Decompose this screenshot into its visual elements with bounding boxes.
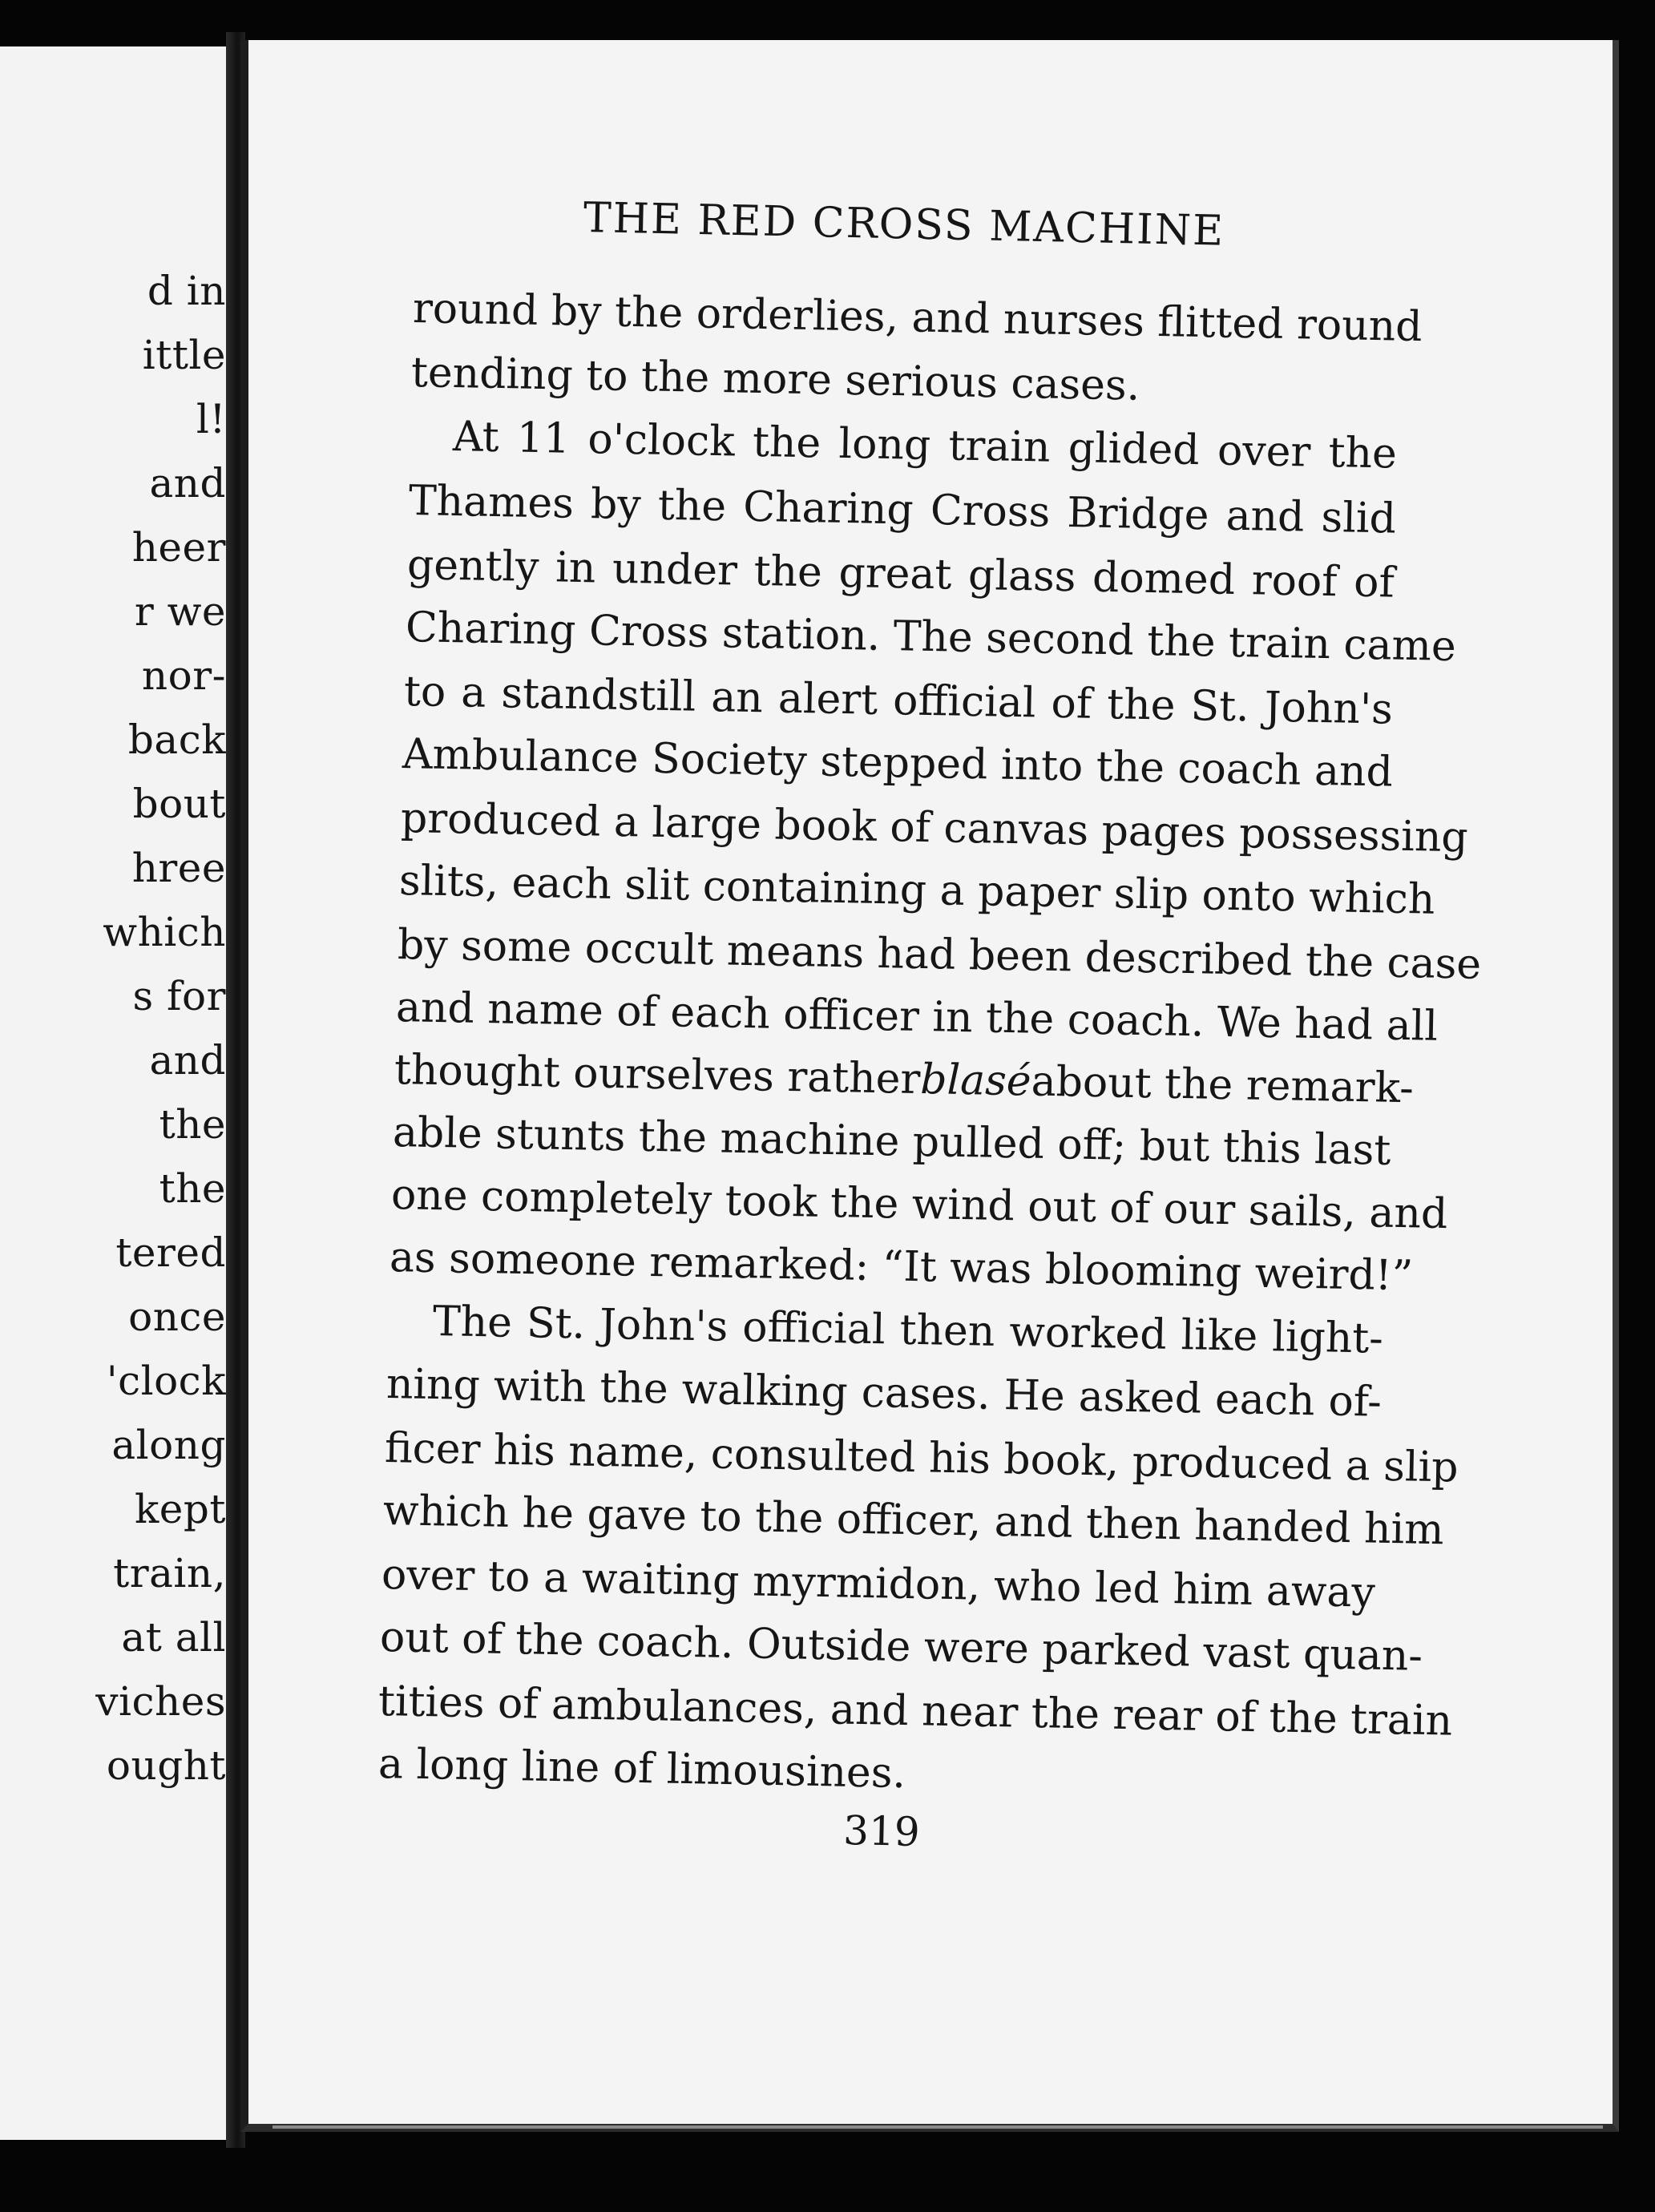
body-line-segment: thought ourselves rather bbox=[394, 1046, 921, 1104]
body-line: which he gave to the officer, and then handed him bbox=[382, 1487, 1445, 1555]
body-line: ning with the walking cases. He asked each of- bbox=[385, 1360, 1383, 1427]
body-line: round by the orderlies, and nurses flitted round bbox=[412, 285, 1423, 352]
left-page-line: s for bbox=[132, 973, 226, 1019]
left-page-line: train, bbox=[113, 1550, 226, 1596]
page-bottom-edge bbox=[272, 2125, 1603, 2129]
left-page-line: the bbox=[159, 1165, 226, 1212]
body-line: as someone remarked: “It was blooming weird!” bbox=[389, 1233, 1414, 1301]
body-line: by some occult means had been described the case bbox=[397, 921, 1482, 989]
left-page-line: and bbox=[149, 460, 226, 507]
body-line: to a standstill an alert official of the St. John's bbox=[403, 668, 1394, 734]
body-line: one completely took the wind out of our sails, and bbox=[390, 1171, 1448, 1239]
body-line: Charing Cross station. The second the train came bbox=[405, 603, 1457, 672]
body-line: produced a large book of canvas pages possessing bbox=[400, 794, 1469, 862]
body-line: At 11 o'clock the long train glided over the bbox=[452, 413, 1398, 478]
left-page-line: once bbox=[128, 1294, 226, 1340]
left-page-line: 'clock bbox=[106, 1358, 226, 1404]
body-line: Thames by the Charing Cross Bridge and slid bbox=[408, 477, 1397, 543]
body-line: tending to the more serious cases. bbox=[410, 349, 1140, 410]
body-line: The St. John's official then worked like light- bbox=[432, 1298, 1384, 1363]
italic-word: blasé bbox=[919, 1056, 1032, 1106]
body-line: gently in under the great glass domed roof of bbox=[406, 541, 1395, 607]
left-page-line: d in bbox=[147, 268, 226, 314]
left-page-line: ittle bbox=[142, 332, 226, 378]
body-line: a long line of limousines. bbox=[377, 1740, 906, 1798]
left-page-line: and bbox=[149, 1037, 226, 1084]
left-page-line: hree bbox=[131, 845, 226, 891]
left-page-line: r we bbox=[134, 588, 226, 635]
left-page-line: at all bbox=[121, 1614, 226, 1661]
left-page-line: tered bbox=[115, 1229, 226, 1276]
body-line: ficer his name, consulted his book, produced a slip bbox=[384, 1424, 1459, 1492]
left-page-line: the bbox=[159, 1101, 226, 1148]
body-line: and name of each officer in the coach. We had all bbox=[395, 983, 1439, 1051]
left-page-line: kept bbox=[135, 1486, 226, 1532]
body-line: Ambulance Society stepped into the coach and bbox=[402, 730, 1394, 797]
body-line: able stunts the machine pulled off; but this last bbox=[392, 1108, 1391, 1175]
left-page-line: back bbox=[127, 716, 226, 763]
left-page-line: bout bbox=[132, 781, 226, 827]
body-line: tities of ambulances, and near the rear of the train bbox=[377, 1677, 1453, 1746]
body-line: over to a waiting myrmidon, who led him away bbox=[381, 1551, 1376, 1617]
left-page-line: heer bbox=[131, 524, 226, 571]
left-page-line: viches bbox=[95, 1678, 226, 1725]
body-line: out of the coach. Outside were parked vast quan- bbox=[379, 1613, 1423, 1681]
left-page-line: which bbox=[103, 909, 226, 955]
left-page-line: ought bbox=[106, 1742, 226, 1789]
body-line: slits, each slit containing a paper slip onto which bbox=[398, 857, 1435, 924]
left-page-line: along bbox=[111, 1422, 226, 1468]
left-page-line: nor- bbox=[141, 652, 226, 699]
left-page-line: l! bbox=[196, 396, 226, 442]
left-page bbox=[0, 46, 231, 2140]
body-line-segment: about the remark- bbox=[1031, 1057, 1415, 1113]
running-head: THE RED CROSS MACHINE bbox=[583, 194, 1225, 256]
page-number: 319 bbox=[842, 1807, 921, 1855]
